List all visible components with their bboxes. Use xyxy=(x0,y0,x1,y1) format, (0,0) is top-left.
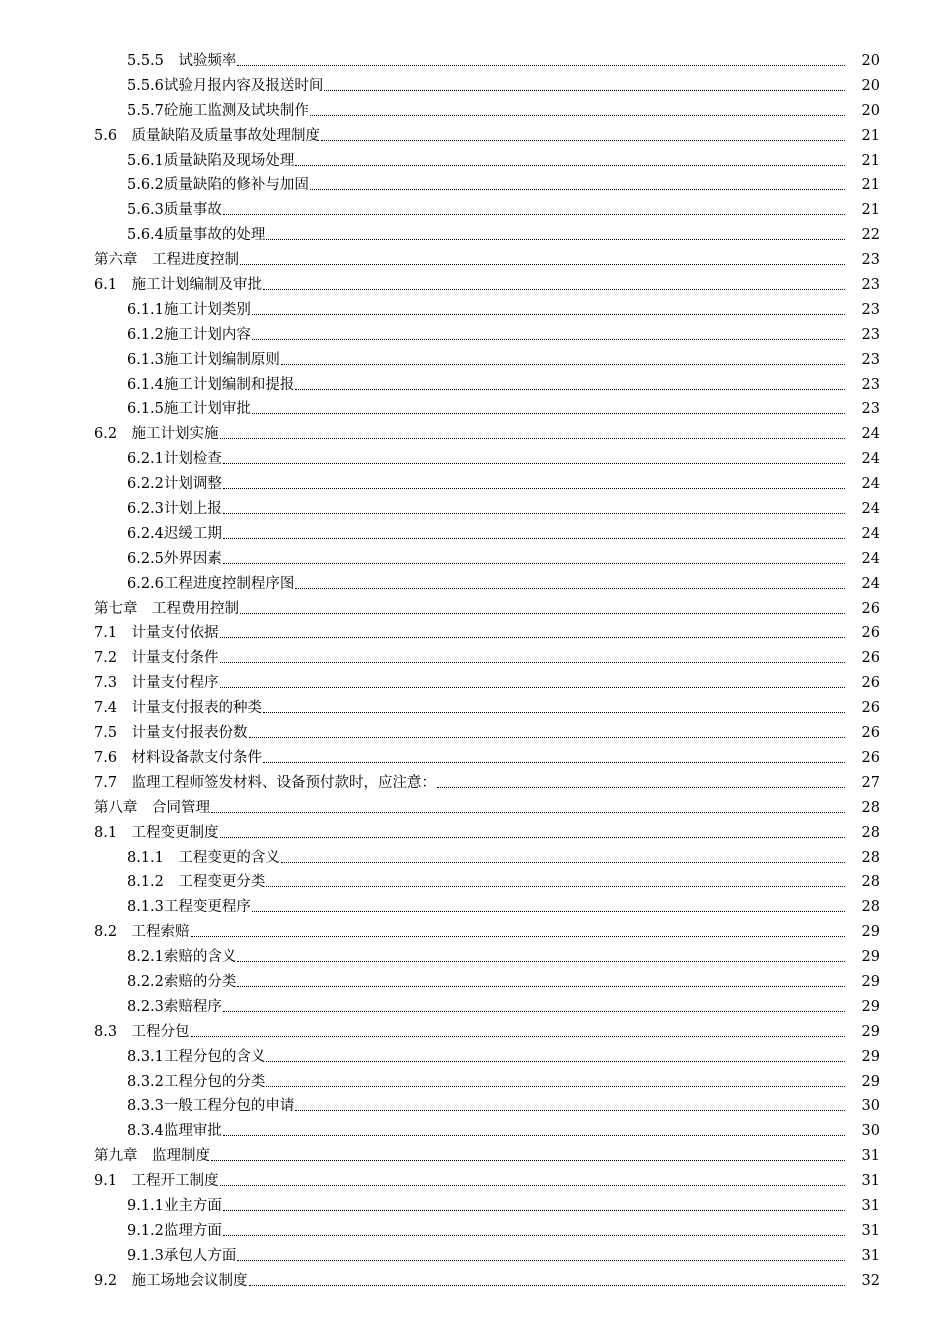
toc-entry-title: 9.1.2监理方面 xyxy=(127,1219,223,1244)
toc-entry[interactable] xyxy=(0,298,950,323)
toc-entry-page-number: 26 xyxy=(861,675,880,692)
dot-leader xyxy=(223,1135,845,1136)
toc-entry-title: 6.1.5施工计划审批 xyxy=(127,397,252,422)
toc-entry-page-number: 30 xyxy=(861,1098,880,1115)
toc-entry[interactable] xyxy=(0,870,950,895)
toc-entry[interactable] xyxy=(0,74,950,99)
toc-entry-page-number: 29 xyxy=(861,1048,880,1065)
toc-entry[interactable] xyxy=(0,1169,950,1194)
toc-entry[interactable] xyxy=(0,1144,950,1169)
toc-entry-title: 6.2.1计划检查 xyxy=(127,447,223,472)
dot-leader xyxy=(252,413,845,414)
toc-entry-page-number: 26 xyxy=(861,749,880,766)
dot-leader xyxy=(252,339,845,340)
toc-entry-title: 9.1.3承包人方面 xyxy=(127,1244,237,1269)
toc-entry[interactable] xyxy=(0,124,950,149)
toc-entry-title: 8.3.4监理审批 xyxy=(127,1119,223,1144)
toc-entry-page-number: 23 xyxy=(861,351,880,368)
toc-entry-page-number: 24 xyxy=(861,476,880,493)
toc-entry-title: 5.5.6试验月报内容及报送时间 xyxy=(127,74,324,99)
toc-entry-page-number: 23 xyxy=(861,376,880,393)
dot-leader xyxy=(252,911,845,912)
toc-entry-title: 6.1.4施工计划编制和提报 xyxy=(127,373,295,398)
toc-entry[interactable] xyxy=(0,149,950,174)
toc-entry-page-number: 31 xyxy=(861,1197,880,1214)
toc-entry-title: 8.1.2 工程变更分类 xyxy=(127,870,266,895)
dot-leader xyxy=(266,1086,845,1087)
dot-leader xyxy=(223,1011,845,1012)
toc-entry-title: 5.5.5 试验频率 xyxy=(127,49,237,74)
toc-entry-page-number: 26 xyxy=(861,600,880,617)
dot-leader xyxy=(223,463,845,464)
toc-entry[interactable] xyxy=(0,198,950,223)
toc-entry-title: 6.1.1施工计划类别 xyxy=(127,298,252,323)
toc-entry-title: 5.6 质量缺陷及质量事故处理制度 xyxy=(94,124,321,149)
toc-entry-title: 7.2 计量支付条件 xyxy=(94,646,220,671)
toc-entry-page-number: 30 xyxy=(861,1123,880,1140)
toc-entry[interactable] xyxy=(0,646,950,671)
toc-entry-page-number: 24 xyxy=(861,525,880,542)
dot-leader xyxy=(281,862,845,863)
toc-entry-title: 9.2 施工场地会议制度 xyxy=(94,1269,249,1294)
dot-leader xyxy=(237,986,845,987)
toc-entry-title: 6.2.3计划上报 xyxy=(127,497,223,522)
dot-leader xyxy=(220,662,845,663)
toc-entry[interactable] xyxy=(0,846,950,871)
toc-entry-page-number: 28 xyxy=(861,874,880,891)
dot-leader xyxy=(223,488,845,489)
dot-leader xyxy=(266,239,845,240)
toc-entry-page-number: 24 xyxy=(861,501,880,518)
toc-entry[interactable] xyxy=(0,621,950,646)
toc-entry-page-number: 23 xyxy=(861,326,880,343)
toc-entry-title: 第六章 工程进度控制 xyxy=(94,248,240,273)
toc-entry-title: 6.1.2施工计划内容 xyxy=(127,323,252,348)
toc-entry-page-number: 29 xyxy=(861,998,880,1015)
dot-leader xyxy=(237,961,845,962)
toc-entry-page-number: 22 xyxy=(861,227,880,244)
toc-entry-page-number: 26 xyxy=(861,700,880,717)
toc-entry[interactable] xyxy=(0,1269,950,1294)
toc-entry[interactable] xyxy=(0,522,950,547)
toc-entry[interactable] xyxy=(0,348,950,373)
toc-entry-page-number: 29 xyxy=(861,973,880,990)
dot-leader xyxy=(191,1036,845,1037)
dot-leader xyxy=(295,165,845,166)
toc-entry[interactable] xyxy=(0,995,950,1020)
dot-leader xyxy=(310,189,845,190)
toc-entry-page-number: 31 xyxy=(861,1148,880,1165)
toc-entry-page-number: 20 xyxy=(861,77,880,94)
dot-leader xyxy=(211,1160,845,1161)
toc-entry-page-number: 32 xyxy=(861,1272,880,1289)
toc-entry-page-number: 31 xyxy=(861,1222,880,1239)
toc-entry[interactable] xyxy=(0,273,950,298)
toc-entry-page-number: 27 xyxy=(861,774,880,791)
dot-leader xyxy=(249,1285,845,1286)
toc-entry-title: 6.2.4迟缓工期 xyxy=(127,522,223,547)
toc-entry[interactable] xyxy=(0,472,950,497)
dot-leader xyxy=(223,513,845,514)
toc-entry-page-number: 21 xyxy=(861,152,880,169)
toc-entry-page-number: 29 xyxy=(861,924,880,941)
toc-entry[interactable] xyxy=(0,447,950,472)
toc-entry[interactable] xyxy=(0,1119,950,1144)
dot-leader xyxy=(223,1210,845,1211)
toc-entry-title: 9.1.1业主方面 xyxy=(127,1194,223,1219)
toc-entry-page-number: 28 xyxy=(861,799,880,816)
toc-entry-title: 5.6.1质量缺陷及现场处理 xyxy=(127,149,295,174)
toc-entry-page-number: 29 xyxy=(861,1023,880,1040)
toc-entry[interactable] xyxy=(0,397,950,422)
toc-entry-page-number: 23 xyxy=(861,277,880,294)
toc-entry[interactable] xyxy=(0,223,950,248)
toc-entry-title: 6.1 施工计划编制及审批 xyxy=(94,273,263,298)
toc-entry-page-number: 23 xyxy=(861,401,880,418)
toc-entry-title: 5.6.2质量缺陷的修补与加固 xyxy=(127,173,310,198)
toc-entry-page-number: 28 xyxy=(861,899,880,916)
toc-entry-page-number: 20 xyxy=(861,102,880,119)
toc-entry-title: 第九章 监理制度 xyxy=(94,1144,211,1169)
toc-entry[interactable] xyxy=(0,422,950,447)
toc-entry[interactable] xyxy=(0,696,950,721)
toc-entry-title: 9.1 工程开工制度 xyxy=(94,1169,220,1194)
toc-entry-title: 8.1.1 工程变更的含义 xyxy=(127,846,281,871)
toc-entry-page-number: 24 xyxy=(861,575,880,592)
toc-entry[interactable] xyxy=(0,99,950,124)
table-of-contents xyxy=(0,49,950,1294)
toc-entry-page-number: 23 xyxy=(861,252,880,269)
toc-entry[interactable] xyxy=(0,1094,950,1119)
dot-leader xyxy=(223,563,845,564)
toc-entry-page-number: 24 xyxy=(861,426,880,443)
dot-leader xyxy=(220,1185,845,1186)
toc-entry[interactable] xyxy=(0,373,950,398)
toc-entry-page-number: 26 xyxy=(861,625,880,642)
dot-leader xyxy=(266,886,845,887)
toc-entry[interactable] xyxy=(0,1194,950,1219)
toc-entry-title: 8.3 工程分包 xyxy=(94,1020,191,1045)
toc-entry-page-number: 29 xyxy=(861,949,880,966)
dot-leader xyxy=(220,837,845,838)
dot-leader xyxy=(295,1110,845,1111)
toc-entry-title: 6.2.6工程进度控制程序图 xyxy=(127,572,295,597)
toc-entry[interactable] xyxy=(0,671,950,696)
dot-leader xyxy=(281,364,845,365)
dot-leader xyxy=(223,1235,845,1236)
toc-entry[interactable] xyxy=(0,547,950,572)
toc-entry-page-number: 20 xyxy=(861,53,880,69)
dot-leader xyxy=(324,90,845,91)
toc-entry[interactable] xyxy=(0,746,950,771)
toc-entry[interactable] xyxy=(0,970,950,995)
toc-entry-page-number: 31 xyxy=(861,1247,880,1264)
toc-entry-page-number: 21 xyxy=(861,202,880,219)
toc-entry-title: 8.2 工程索赔 xyxy=(94,920,191,945)
toc-entry[interactable] xyxy=(0,248,950,273)
toc-entry-title: 8.3.3一般工程分包的申请 xyxy=(127,1094,295,1119)
toc-entry-title: 7.1 计量支付依据 xyxy=(94,621,220,646)
toc-entry-title: 8.1.3工程变更程序 xyxy=(127,895,252,920)
toc-entry-page-number: 28 xyxy=(861,849,880,866)
dot-leader xyxy=(191,936,845,937)
dot-leader xyxy=(310,115,845,116)
dot-leader xyxy=(220,438,845,439)
toc-entry-title: 6.1.3施工计划编制原则 xyxy=(127,348,281,373)
toc-entry-page-number: 26 xyxy=(861,650,880,667)
toc-entry[interactable] xyxy=(0,1244,950,1269)
toc-entry-title: 6.2.2计划调整 xyxy=(127,472,223,497)
toc-entry-page-number: 21 xyxy=(861,177,880,194)
toc-entry-title: 8.1 工程变更制度 xyxy=(94,821,220,846)
dot-leader xyxy=(237,1260,845,1261)
dot-leader xyxy=(223,214,845,215)
toc-entry[interactable] xyxy=(0,920,950,945)
toc-entry-title: 5.5.7砼施工监测及试块制作 xyxy=(127,99,310,124)
toc-entry-page-number: 23 xyxy=(861,301,880,318)
dot-leader xyxy=(263,762,845,763)
dot-leader xyxy=(237,65,845,66)
toc-entry-title: 第八章 合同管理 xyxy=(94,796,211,821)
dot-leader xyxy=(249,737,845,738)
toc-entry[interactable] xyxy=(0,597,950,622)
toc-entry-title: 7.5 计量支付报表份数 xyxy=(94,721,249,746)
toc-entry-title: 6.2 施工计划实施 xyxy=(94,422,220,447)
toc-entry[interactable] xyxy=(0,1020,950,1045)
toc-entry-title: 7.4 计量支付报表的种类 xyxy=(94,696,263,721)
toc-entry-title: 5.6.3质量事故 xyxy=(127,198,223,223)
dot-leader xyxy=(266,1061,845,1062)
toc-entry[interactable] xyxy=(0,1045,950,1070)
dot-leader xyxy=(263,712,845,713)
toc-entry[interactable] xyxy=(0,796,950,821)
toc-entry-page-number: 24 xyxy=(861,550,880,567)
dot-leader xyxy=(321,140,845,141)
dot-leader xyxy=(240,613,845,614)
toc-entry[interactable] xyxy=(0,895,950,920)
toc-entry-page-number: 24 xyxy=(861,451,880,468)
dot-leader xyxy=(263,289,845,290)
toc-entry[interactable] xyxy=(0,721,950,746)
toc-entry-page-number: 28 xyxy=(861,824,880,841)
toc-entry[interactable] xyxy=(0,1219,950,1244)
toc-entry-title: 8.2.3索赔程序 xyxy=(127,995,223,1020)
toc-entry-page-number: 31 xyxy=(861,1173,880,1190)
toc-entry[interactable] xyxy=(0,173,950,198)
dot-leader xyxy=(252,314,845,315)
toc-entry-title: 8.2.2索赔的分类 xyxy=(127,970,237,995)
toc-entry-title: 5.6.4质量事故的处理 xyxy=(127,223,266,248)
toc-entry-title: 8.2.1索赔的含义 xyxy=(127,945,237,970)
dot-leader xyxy=(295,588,845,589)
dot-leader xyxy=(437,787,845,788)
toc-entry-page-number: 29 xyxy=(861,1073,880,1090)
toc-entry-title: 7.6 材料设备款支付条件 xyxy=(94,746,263,771)
dot-leader xyxy=(220,637,845,638)
toc-entry[interactable] xyxy=(0,497,950,522)
dot-leader xyxy=(223,538,845,539)
toc-entry-title: 8.3.2工程分包的分类 xyxy=(127,1070,266,1095)
toc-entry[interactable] xyxy=(0,49,950,74)
toc-entry-page-number: 26 xyxy=(861,725,880,742)
toc-entry[interactable] xyxy=(0,821,950,846)
toc-entry-title: 第七章 工程费用控制 xyxy=(94,597,240,622)
toc-entry[interactable] xyxy=(0,323,950,348)
toc-entry-page-number: 21 xyxy=(861,127,880,144)
dot-leader xyxy=(220,687,845,688)
toc-entry[interactable] xyxy=(0,771,950,796)
toc-entry[interactable] xyxy=(0,945,950,970)
toc-entry-title: 8.3.1工程分包的含义 xyxy=(127,1045,266,1070)
toc-entry[interactable] xyxy=(0,572,950,597)
toc-entry-title: 7.3 计量支付程序 xyxy=(94,671,220,696)
toc-entry-title: 7.7 监理工程师签发材料、设备预付款时，应注意： xyxy=(94,771,437,796)
toc-entry-title: 6.2.5外界因素 xyxy=(127,547,223,572)
dot-leader xyxy=(211,812,845,813)
toc-entry[interactable] xyxy=(0,1070,950,1095)
dot-leader xyxy=(295,389,845,390)
dot-leader xyxy=(240,264,845,265)
